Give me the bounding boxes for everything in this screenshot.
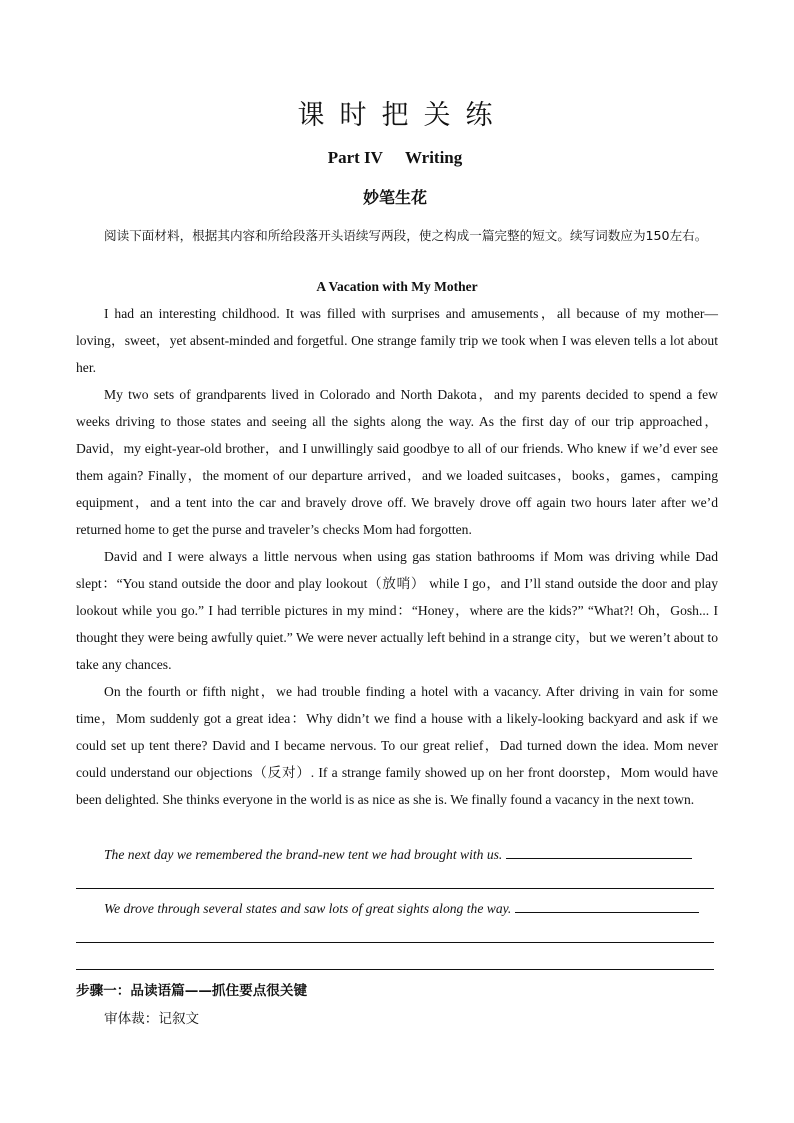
task-instruction: 阅读下面材料，根据其内容和所给段落开头语续写两段，使之构成一篇完整的短文。续写词数应为150左右。	[104, 228, 708, 243]
step-one-heading: 步骤一：品读语篇——抓住要点很关键	[76, 983, 308, 999]
section-subtitle: 妙笔生花	[362, 188, 427, 207]
story-title: A Vacation with My Mother	[316, 279, 478, 294]
story-body	[76, 300, 718, 813]
answer-line-1[interactable]	[76, 888, 714, 889]
part-name: Writing	[404, 148, 463, 167]
continuation-2	[76, 898, 714, 920]
answer-blank-1[interactable]	[506, 844, 692, 859]
answer-line-2[interactable]	[76, 942, 714, 943]
genre-line: 审体裁：记叙文	[104, 1011, 200, 1027]
story-paragraph-1: I had an interesting childhood. It was filled with surprises and amusements，all because of my mother—loving，sweet，yet absent-minded and forgetful. One strange family trip we took when I was eleven tells a lot about her.	[76, 306, 718, 375]
answer-line-3[interactable]	[76, 969, 714, 970]
part-label: Part IV	[327, 148, 383, 167]
part-heading	[76, 146, 714, 170]
answer-blank-2[interactable]	[515, 898, 699, 913]
page-title: 课时把关练	[297, 100, 508, 131]
continuation-2-opening: We drove through several states and saw lots of great sights along the way.	[104, 901, 512, 916]
continuation-1	[76, 844, 714, 866]
story-paragraph-3: David and I were always a little nervous when using gas station bathrooms if Mom was driving while Dad slept：“You stand outside the door and play lookout（放哨） while I go，and I’ll stand outside the door and play lookout while you go.” I had terrible pictures in my mind：“Honey，where are the kids?” “What?! Oh，Gosh... I thought they were being awfully quiet.” We were never actually left behind in a strange city，but we weren’t about to take any chances.	[76, 549, 718, 672]
continuation-1-opening: The next day we remembered the brand-new tent we had brought with us.	[104, 847, 503, 862]
story-paragraph-4: On the fourth or fifth night，we had trouble finding a hotel with a vacancy. After driving in vain for some time，Mom suddenly got a great idea：Why didn’t we find a house with a likely-looking backyard and ask if we could set up tent there? David and I became nervous. To our great relief，Dad turned down the idea. Mom never could understand our objections（反对）. If a strange family showed up on her front doorstep，Mom would have been delighted. She thinks everyone in the world is as nice as she is. We finally found a vacancy in the next town.	[76, 684, 718, 807]
story-paragraph-2: My two sets of grandparents lived in Colorado and North Dakota，and my parents decided to spend a few weeks driving to those states and seeing all the sights along the way. As the first day of our trip approached，David，my eight-year-old brother，and I unwillingly said goodbye to all of our friends. Who knew if we’d ever see them again? Finally，the moment of our departure arrived，and we loaded suitcases，books，games，camping equipment，and a tent into the car and bravely drove off. We bravely drove off again two hours later after we’d returned home to get the purse and traveler’s checks Mom had forgotten.	[76, 387, 718, 537]
